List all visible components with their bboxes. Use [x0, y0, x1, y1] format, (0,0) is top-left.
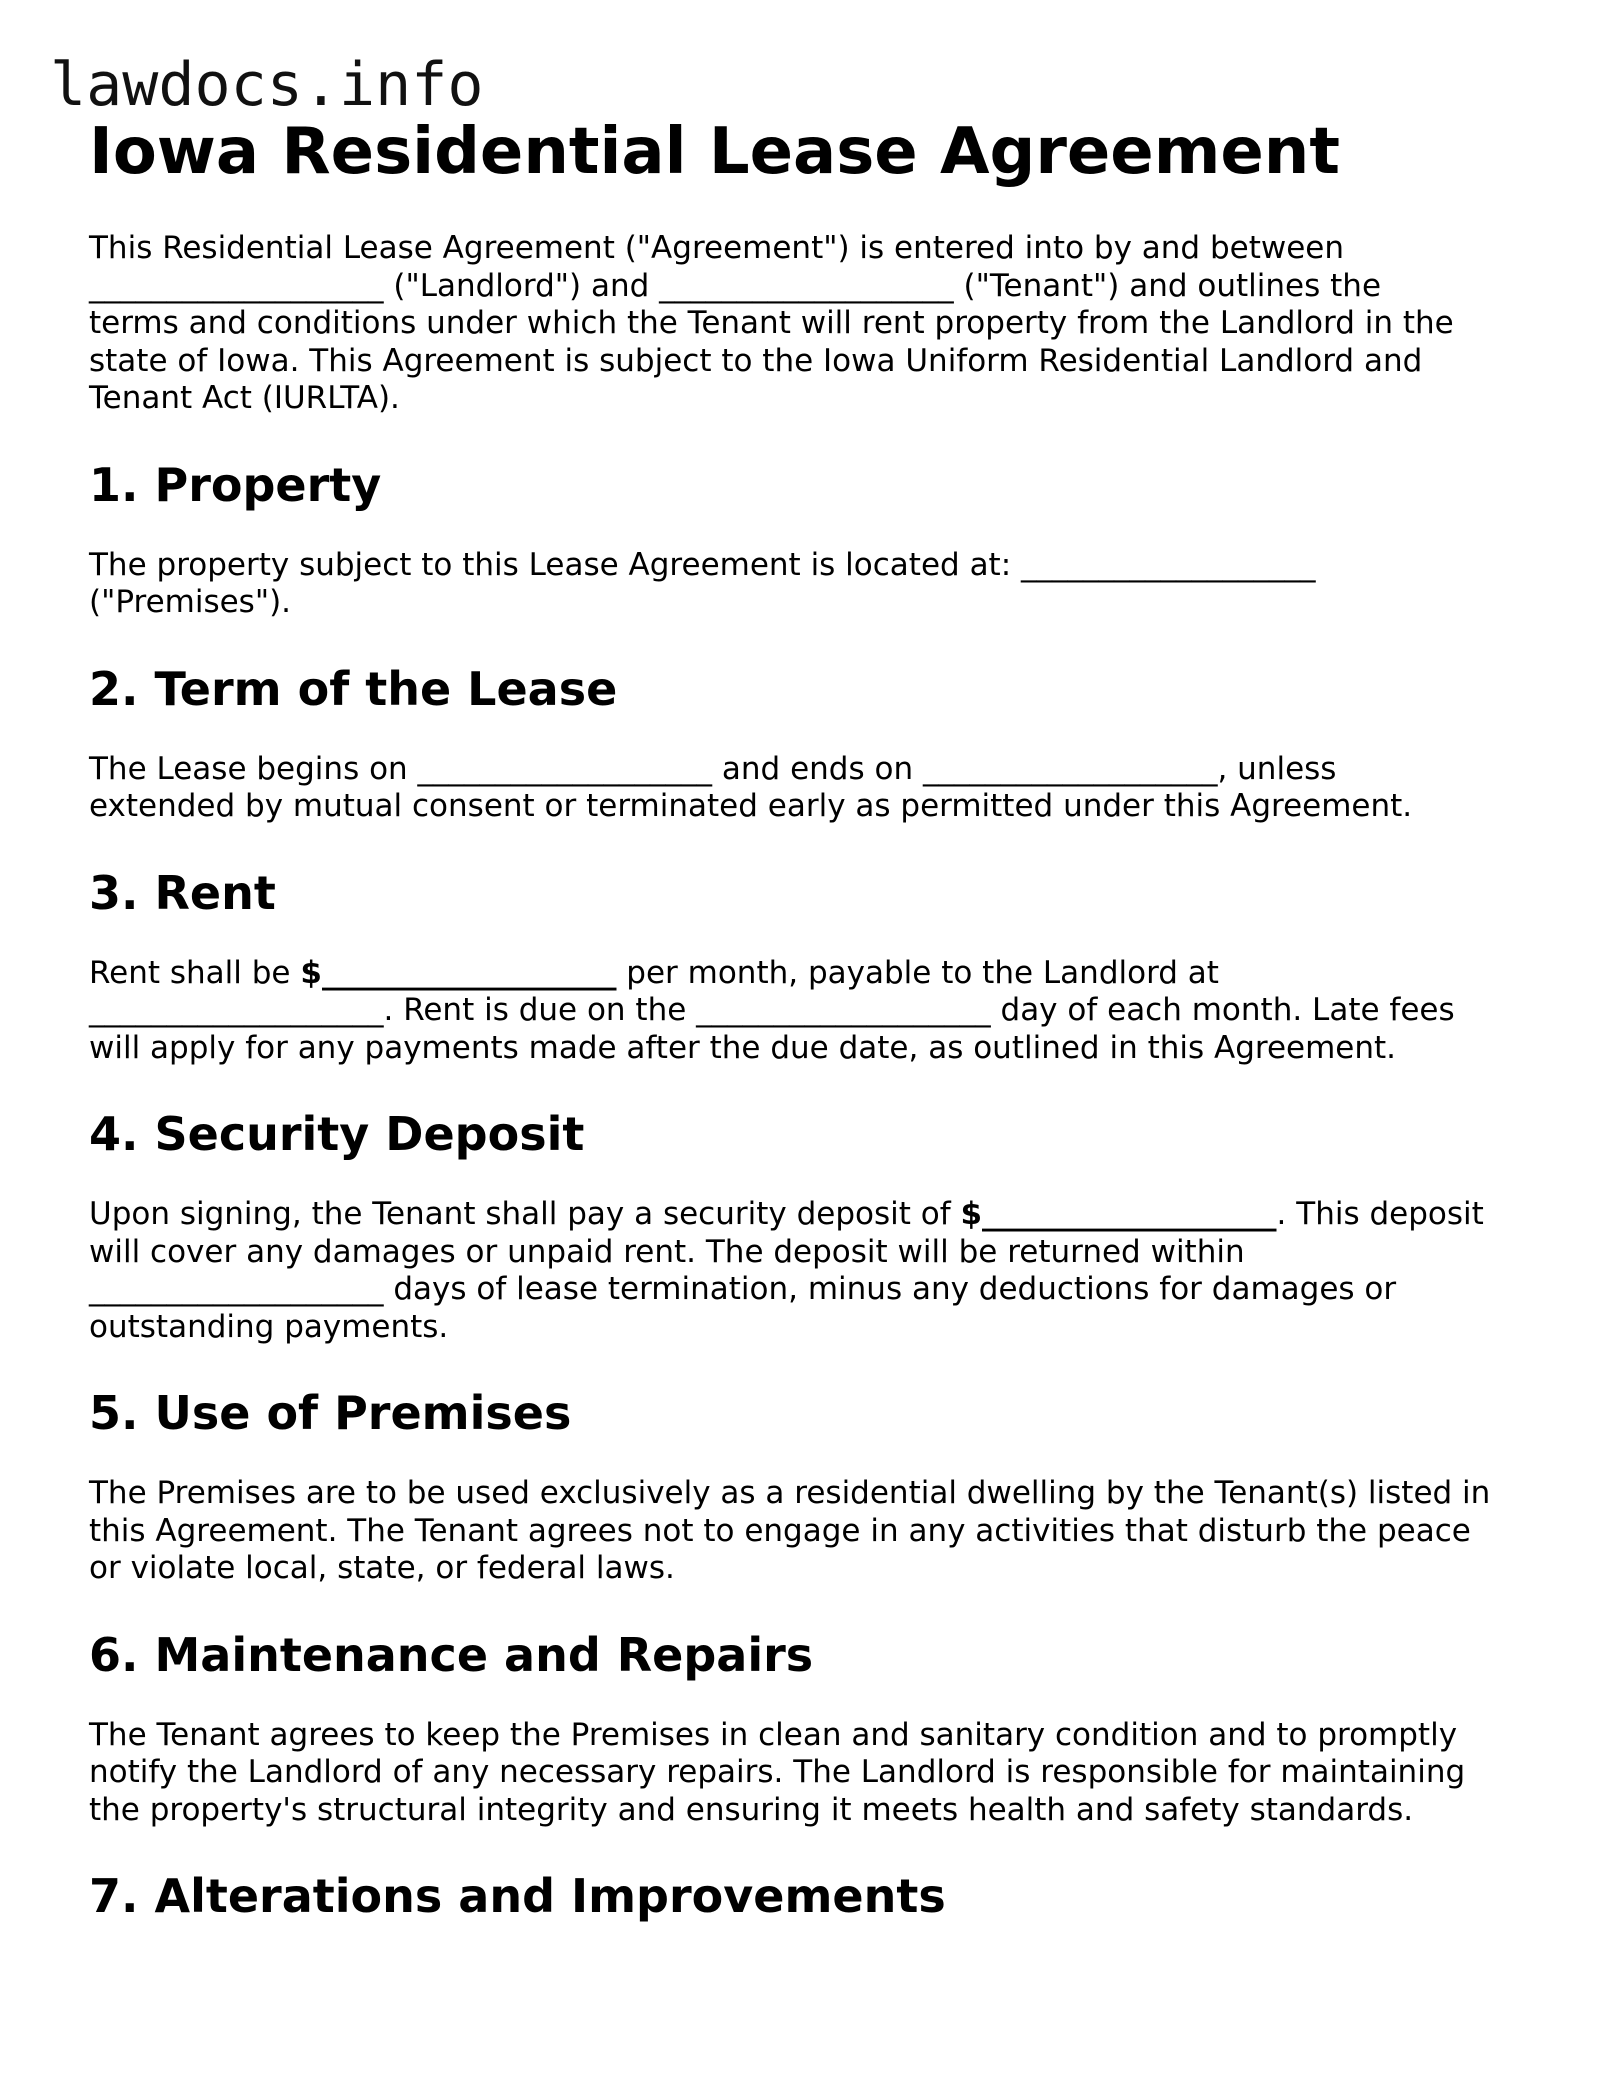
tenant-name-blank: ___________________ [659, 267, 954, 304]
section-body-property [89, 547, 1529, 622]
rent-payment-location-blank: ___________________ [89, 992, 384, 1028]
lease-end-blank: ___________________ [922, 750, 1218, 787]
section-body-term [89, 751, 1529, 826]
property-line-2: ("Premises"). [89, 584, 292, 620]
deposit-line-1 [89, 1196, 1529, 1234]
use-line-3: or violate local, state, or federal laws. [89, 1550, 675, 1586]
term-begins-text: The Lease begins on [89, 750, 418, 787]
site-watermark: lawdocs.info [50, 50, 484, 120]
rent-line-1 [89, 955, 1529, 993]
use-line-2: this Agreement. The Tenant agrees not to engage in any activities that disturb the peace [89, 1512, 1471, 1549]
deposit-amount-blank: ___________________ [982, 1196, 1277, 1232]
section-heading-use: 5. Use of Premises [89, 1386, 572, 1440]
section-heading-rent: 3. Rent [89, 865, 276, 920]
deposit-line-2: will cover any damages or unpaid rent. The deposit will be returned within [89, 1233, 1245, 1270]
section-heading-alterations: 7. Alterations and Improvements [89, 1869, 946, 1923]
section-heading-maintenance: 6. Maintenance and Repairs [89, 1627, 814, 1682]
rent-line-3: will apply for any payments made after the due date, as outlined in this Agreement. [89, 1029, 1397, 1066]
rent-due-text: . Rent is due on the [383, 992, 697, 1028]
rent-payable-text: per month, payable to the Landlord at [616, 954, 1219, 991]
property-address-blank: ___________________ [1021, 546, 1316, 583]
rent-line-2 [89, 992, 1529, 1030]
document-body [89, 112, 1529, 1925]
deposit-line-4: outstanding payments. [89, 1308, 449, 1345]
lease-start-blank: ___________________ [417, 750, 713, 787]
deposit-currency-symbol [960, 1196, 1276, 1232]
maintenance-line-3: the property's structural integrity and ensuring it meets health and safety standards. [89, 1791, 1414, 1828]
deposit-this-text: . This deposit [1276, 1196, 1484, 1232]
section-heading-property: 1. Property [89, 457, 382, 512]
intro-paragraph [89, 230, 1529, 418]
document-title: Iowa Residential Lease Agreement [89, 115, 1340, 189]
property-text: The property subject to this Lease Agreement is located at: [89, 546, 1022, 583]
intro-line-4: state of Iowa. This Agreement is subject to the Iowa Uniform Residential Landlord and [89, 342, 1423, 379]
section-heading-term: 2. Term of the Lease [89, 661, 618, 716]
term-line-1 [89, 751, 1529, 789]
rent-due-day-blank: ___________________ [696, 992, 991, 1028]
term-unless-text: , unless [1217, 750, 1337, 787]
term-ends-text: and ends on [712, 750, 923, 787]
deposit-dollar: $ [960, 1196, 983, 1232]
maintenance-line-1: The Tenant agrees to keep the Premises in clean and sanitary condition and to promptly [89, 1716, 1458, 1753]
use-line-1: The Premises are to be used exclusively as a residential dwelling by the Tenant(s) listed in [89, 1475, 1491, 1511]
section-body-rent [89, 955, 1529, 1068]
term-line-2: extended by mutual consent or terminated early as permitted under this Agreement. [89, 788, 1413, 824]
rent-currency-symbol [300, 955, 616, 991]
rent-shall-text: Rent shall be [89, 954, 301, 991]
deposit-return-days-blank: ___________________ [89, 1271, 384, 1307]
tenant-label: ("Tenant") and outlines the [953, 267, 1382, 304]
rent-late-fees-text: day of each month. Late fees [990, 992, 1455, 1028]
deposit-days-text: days of lease termination, minus any deductions for damages or [383, 1271, 1397, 1307]
intro-line-5: Tenant Act (IURLTA). [89, 380, 400, 416]
intro-line-3: terms and conditions under which the Tenant will rent property from the Landlord in the [89, 305, 1454, 341]
deposit-line-3 [89, 1271, 1529, 1309]
deposit-signing-text: Upon signing, the Tenant shall pay a security deposit of [89, 1196, 961, 1232]
landlord-name-blank: ___________________ [89, 267, 384, 304]
intro-line-2 [89, 268, 1529, 306]
landlord-label: ("Landlord") and [383, 267, 660, 304]
section-body-maintenance [89, 1717, 1529, 1830]
section-body-use [89, 1475, 1529, 1588]
intro-line-1: This Residential Lease Agreement ("Agreement") is entered into by and between [89, 230, 1345, 266]
section-heading-deposit: 4. Security Deposit [89, 1107, 585, 1161]
rent-amount-blank: ___________________ [321, 954, 617, 991]
property-line-1 [89, 547, 1529, 585]
maintenance-line-2: notify the Landlord of any necessary repairs. The Landlord is responsible for maintaining [89, 1754, 1466, 1790]
section-body-deposit [89, 1196, 1529, 1346]
rent-dollar: $ [300, 954, 322, 991]
